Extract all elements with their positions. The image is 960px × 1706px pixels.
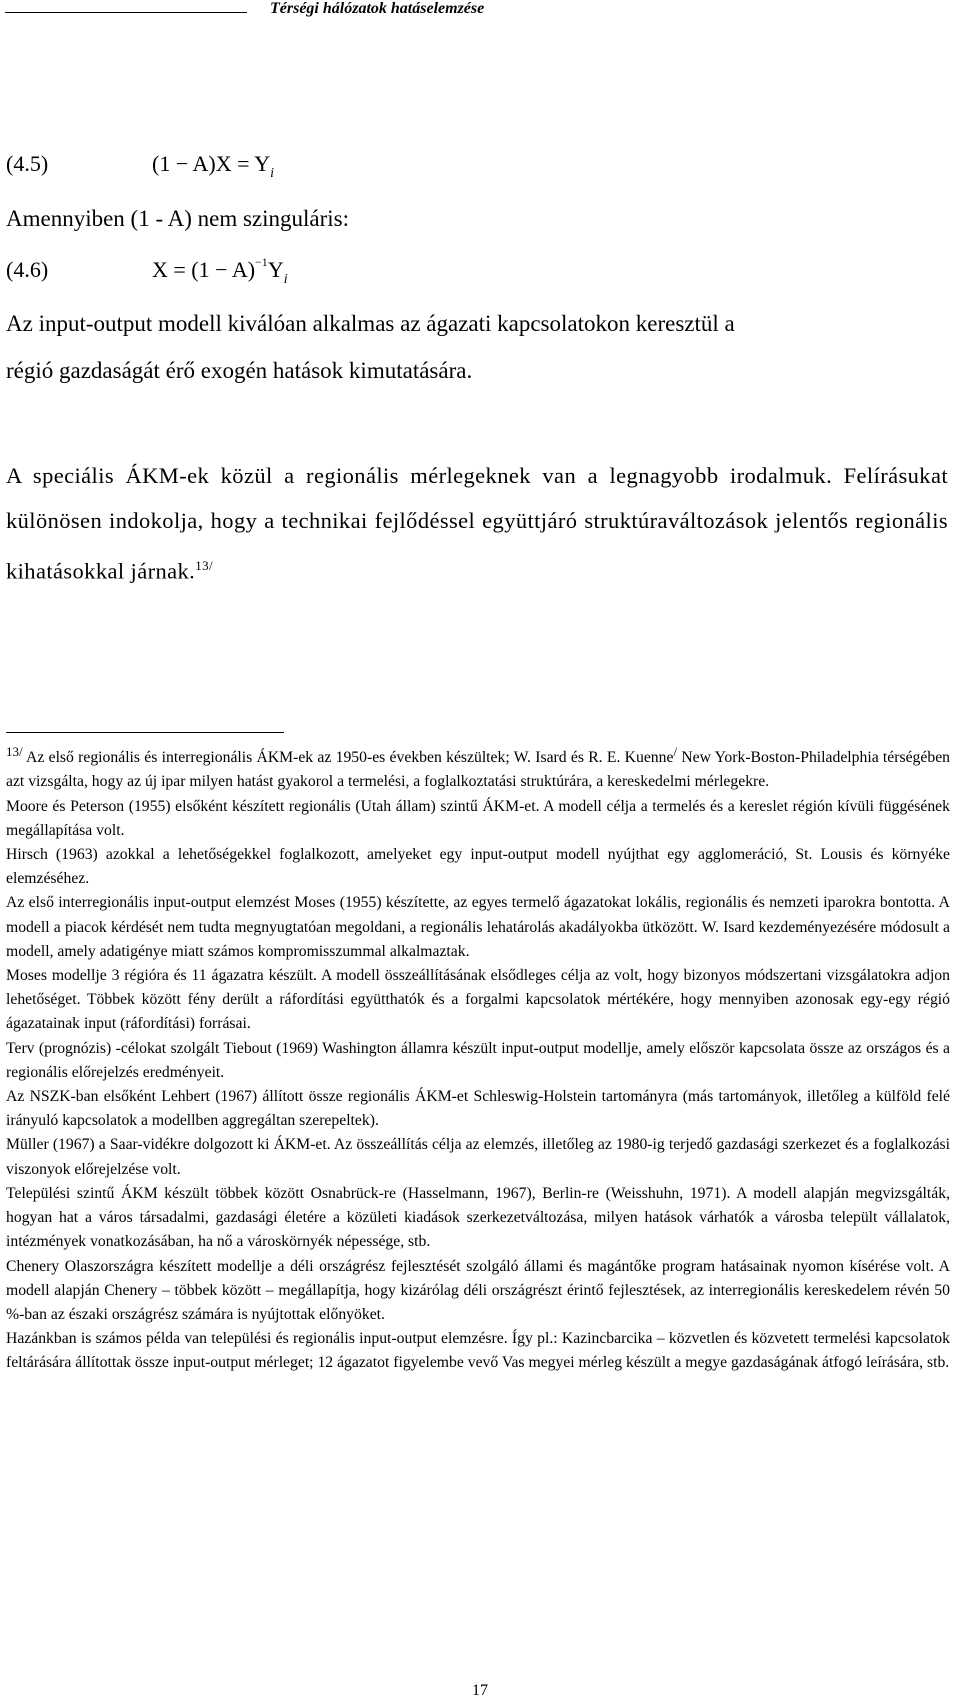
footnote-paragraph: Chenery Olaszországra készített modellje a déli országrész fejlesztését szolgáló állami és magántőke program hatásainak nyomon kísérése volt. A modell alapján Chenery – többek között – megállapítja, hogy kizárólag déli országrészt érintő fejlesztések, az interregionális kereskedelem révén 50 %-ban az északi országrész számára is nyújtottak előnyöket.: [6, 1257, 950, 1323]
footnote-paragraph: Települési szintű ÁKM készült többek között Osnabrück-re (Hasselmann, 1967), Berlin-re (Weisshuhn, 1971). A modell alapján megvizsgálták, hogyan hat a város társadalmi, gazdasági életére a közületi kiadások szerkezetváltozása, milyen hatások várhatók a városba települt vállalatok, intézmények vonatkozásában, ha nő a városkörnyék népessége, stb.: [6, 1184, 950, 1251]
footnote-mark: /: [673, 744, 678, 759]
paragraph-1-line-2: régió gazdaságát érő exogén hatások kimutatására.: [6, 358, 473, 383]
footnote-paragraph: Moore és Peterson (1955) elsőként készített regionális (Utah állam) szintű ÁKM-et. A modell célja a termelés és a kereslet régión kívüli függésének megállapítása volt.: [6, 797, 950, 839]
paragraph-2: [6, 453, 948, 594]
footnote-paragraph: Müller (1967) a Saar-vidékre dolgozott ki ÁKM-et. Az összeállítás célja az elemzés, illetőleg az 1980-ig terjedő gazdasági szerkezet és a foglalkozási viszonyok előrejelzése volt.: [6, 1136, 950, 1178]
equation-4-6: [6, 257, 406, 289]
footnotes: [6, 740, 950, 1376]
equation-number: (4.5): [6, 151, 49, 176]
footnote-paragraph: Moses modellje 3 régióra és 11 ágazatra készült. A modell összeállításának elsődleges célja az volt, hogy bizonyos módszertani vizsgálatokra adjon lehetőséget. Többek között fény derült a ráfordítási együtthatók és a forgalmi kapcsolatok mértékére, hogy mennyiben azonosak egy-egy régió ágazatainak input (ráfordítási) forrásai.: [6, 967, 950, 1033]
page-number: 17: [472, 1682, 488, 1699]
equation-rhs: Y: [267, 257, 284, 282]
equation-4-5: [6, 151, 406, 181]
header-rule: [5, 12, 247, 13]
footnote-paragraph: [6, 740, 950, 795]
equation-subscript: i: [283, 272, 288, 287]
paragraph-1-line-1: Az input-output modell kiválóan alkalmas az ágazati kapcsolatokon keresztül a: [6, 311, 735, 336]
running-header: Térségi hálózatok hatáselemzése: [270, 0, 485, 17]
footnote-rule: [6, 732, 284, 733]
equation-expression: [152, 255, 288, 287]
footnote-paragraph: Terv (prognózis) -célokat szolgált Tiebout (1969) Washington államra készült input-output modellje, amely először kapcsolata össze az országos és a regionális előrejelzés eredményeit.: [6, 1039, 950, 1081]
equation-lhs: (1 − A)X = Y: [152, 151, 271, 176]
footnote-marker: 13/: [6, 744, 23, 759]
equation-number: (4.6): [6, 257, 49, 282]
equation-expression: [152, 151, 274, 181]
footnote-text: Az első regionális és interregionális ÁKM-ek az 1950-es években készültek; W. Isard és R. E. Kuenne: [26, 749, 674, 767]
equation-lhs: X = (1 − A): [152, 257, 256, 282]
footnote-paragraph: Hazánkban is számos példa van települési és regionális input-output elemzésre. Így pl.: Kazincbarcika – közvetlen és közvetett termelési kapcsolatok feltárására állítottak össze input-output mérleget; 12 ágazatot figyelembe vevő Vas megyei mérleg készült a megye gazdaságának átfogó leírására, stb.: [6, 1330, 950, 1372]
footnote-text: New York-Boston-Philadelphia térségében azt vizsgálta, hogy az új ipar milyen hatást gyakorol a termelési, a foglalkoztatási struktúrára, a kereskedelmi mérlegekre.: [6, 749, 951, 791]
footnote-paragraph: Az első interregionális input-output elemzést Moses (1955) készítette, az egyes termelő ágazatokat lokális, regionális és nemzeti iparokra bontotta. A modell a piacok kérdését nem tudta megnyugtatóan megoldani, a regionális lehatárolás akadályokba ütközött. W. Isard kezdeményezésére módosult a modell, amely adatigénye miatt számos kompromisszummal alkalmaztak.: [6, 894, 950, 960]
footnote-paragraph: Az NSZK-ban elsőként Lehbert (1967) állított össze regionális ÁKM-et Schleswig-Holstein tartományra (más tartományok, illetőleg a külföld felé irányuló kapcsolatok a modellben aggregáltan szerepeltek).: [6, 1088, 950, 1130]
footnote-paragraph: Hirsch (1963) azokkal a lehetőségekkel foglalkozott, amelyeket egy input-output modell nyújthat egy agglomeráció, St. Lousis és környéke elemzéséhez.: [6, 846, 950, 888]
equation-superscript: −1: [255, 255, 268, 269]
text-amennyiben: Amennyiben (1 - A) nem szinguláris:: [6, 206, 350, 231]
paragraph-2-text: A speciális ÁKM-ek közül a regionális mérlegeknek van a legnagyobb irodalmuk. Felírásukat különösen indokolja, hogy a technikai fejlődéssel együttjáró struktúraváltozások jelentős regionális kihatásokkal járnak.: [6, 463, 948, 584]
equation-subscript: i: [270, 166, 274, 181]
footnote-reference: 13/: [195, 558, 213, 573]
